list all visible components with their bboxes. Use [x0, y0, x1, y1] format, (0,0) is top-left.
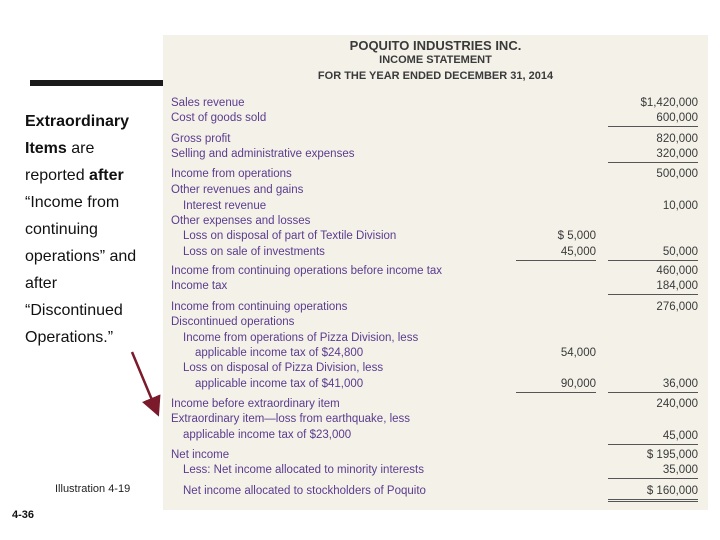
statement-row — [163, 147, 708, 162]
row-label: Income from continuing operations — [171, 301, 348, 313]
row-subamount: 45,000 — [516, 245, 596, 261]
statement-row — [163, 484, 708, 499]
statement-row — [163, 412, 708, 427]
side-note-line: continuing — [25, 221, 98, 238]
illustration-label: Illustration 4-19 — [55, 483, 131, 495]
side-note-line: “Income from — [25, 194, 120, 211]
row-amount: 600,000 — [608, 111, 698, 127]
row-label: applicable income tax of $41,000 — [195, 378, 364, 390]
statement-row — [163, 448, 708, 463]
row-label: applicable income tax of $24,800 — [195, 347, 364, 359]
statement-row — [163, 264, 708, 279]
page-number: 4-36 — [12, 509, 35, 521]
company-name: POQUITO INDUSTRIES INC. — [349, 38, 522, 53]
statement-row — [163, 315, 708, 330]
row-amount: 36,000 — [608, 377, 698, 393]
statement-row — [163, 279, 708, 294]
row-amount: 50,000 — [608, 245, 698, 261]
row-amount: 320,000 — [608, 147, 698, 163]
statement-row — [163, 96, 708, 111]
row-label: Income from operations of Pizza Division, less — [183, 332, 419, 344]
statement-row — [163, 463, 708, 478]
row-label: Cost of goods sold — [171, 112, 267, 124]
side-note-line — [25, 162, 165, 189]
row-amount: 240,000 — [656, 398, 698, 410]
statement-row — [163, 167, 708, 182]
row-amount: $1,420,000 — [640, 97, 698, 109]
side-note-text: are — [66, 140, 95, 157]
row-amount: 820,000 — [656, 133, 698, 145]
side-note-line: operations” and — [25, 248, 137, 265]
row-label: Net income allocated to stockholders of Poquito — [183, 485, 426, 497]
row-label: Gross profit — [171, 133, 231, 145]
row-label: Loss on disposal of part of Textile Division — [183, 230, 397, 242]
row-label: applicable income tax of $23,000 — [183, 429, 352, 441]
side-note-line — [25, 135, 165, 162]
row-label: Discontinued operations — [171, 316, 295, 328]
statement-row — [163, 199, 708, 214]
row-amount: 10,000 — [662, 200, 698, 212]
row-subamount: 54,000 — [560, 347, 596, 359]
side-note-emphasis: Items — [25, 140, 67, 157]
header-rule — [30, 80, 170, 86]
statement-row — [163, 300, 708, 315]
statement-period: FOR THE YEAR ENDED DECEMBER 31, 2014 — [317, 70, 554, 82]
row-amount: $ 160,000 — [608, 484, 698, 502]
row-subamount: 90,000 — [516, 377, 596, 393]
statement-row — [163, 229, 708, 244]
row-label: Income from operations — [171, 168, 292, 180]
side-note-text: reported — [25, 167, 90, 184]
statement-row — [163, 331, 708, 346]
side-note-line: Operations.” — [25, 329, 114, 346]
statement-row — [163, 214, 708, 229]
side-note — [25, 108, 165, 351]
row-label: Income before extraordinary item — [171, 398, 340, 410]
statement-row — [163, 183, 708, 198]
row-amount: 45,000 — [608, 429, 698, 445]
row-amount: 460,000 — [656, 265, 698, 277]
income-statement — [163, 35, 708, 510]
side-note-line: Extraordinary — [25, 113, 130, 130]
statement-row — [163, 132, 708, 147]
row-label: Selling and administrative expenses — [171, 148, 355, 160]
row-label: Loss on disposal of Pizza Division, less — [183, 362, 384, 374]
statement-row — [163, 397, 708, 412]
statement-row — [163, 377, 708, 392]
side-note-line: “Discontinued — [25, 302, 123, 319]
row-amount: 276,000 — [656, 301, 698, 313]
statement-row — [163, 429, 708, 444]
row-label: Interest revenue — [183, 200, 267, 212]
row-label: Income tax — [171, 280, 228, 292]
row-label: Other expenses and losses — [171, 215, 311, 227]
statement-row — [163, 111, 708, 126]
statement-row — [163, 245, 708, 260]
row-amount: 500,000 — [656, 168, 698, 180]
row-label: Net income — [171, 449, 230, 461]
side-note-emphasis: after — [89, 167, 124, 184]
statement-title: INCOME STATEMENT — [379, 54, 492, 66]
row-label: Loss on sale of investments — [183, 246, 325, 258]
side-note-line: after — [25, 275, 58, 292]
statement-row — [163, 346, 708, 361]
row-label: Other revenues and gains — [171, 184, 304, 196]
row-label: Less: Net income allocated to minority interests — [183, 464, 424, 476]
row-subamount: $ 5,000 — [557, 230, 596, 242]
statement-row — [163, 361, 708, 376]
row-label: Extraordinary item—loss from earthquake, less — [171, 413, 411, 425]
row-amount: 35,000 — [608, 463, 698, 479]
row-amount: $ 195,000 — [646, 449, 698, 461]
row-amount: 184,000 — [608, 279, 698, 295]
row-label: Income from continuing operations before income tax — [171, 265, 443, 277]
row-label: Sales revenue — [171, 97, 245, 109]
